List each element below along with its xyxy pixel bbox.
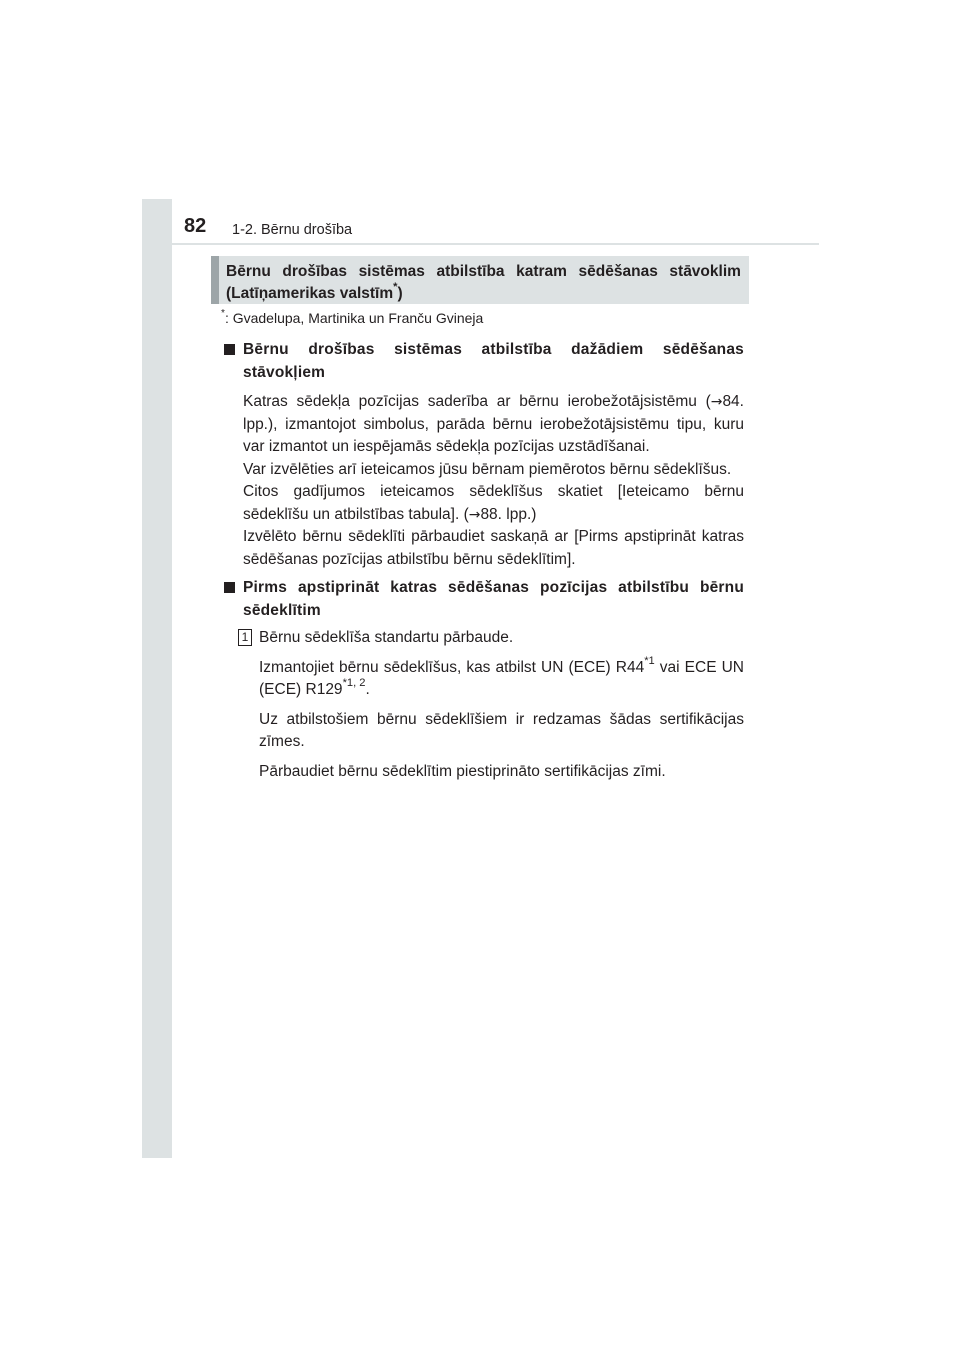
footnote-mark: * (221, 307, 225, 319)
paragraph: Pārbaudiet bērnu sēdeklītim piestiprināto sertifikācijas zīmi. (259, 762, 666, 780)
subsection-heading: Pirms apstiprināt katras sēdēšanas pozīcijas atbilstību bērnu sēdeklītim (221, 577, 744, 622)
arrow-icon: → (710, 394, 723, 410)
page-number: 82 (184, 215, 207, 237)
footnote-text: : Gvadelupa, Martinika un Franču Gvineja (224, 310, 484, 326)
header-rule (172, 243, 819, 245)
title-word: katram (516, 263, 567, 280)
square-bullet-icon (224, 582, 235, 593)
footnote-asterisk: * (393, 281, 398, 294)
square-bullet-icon (224, 344, 235, 355)
paragraph-line: Izvēlēto bērnu sēdeklīti pārbaudiet saskaņā ar [Pirms apstiprināt katras sēdēšanas pozīcijas atbilstību bērnu sēdeklītim]. (243, 528, 744, 568)
footnote (221, 307, 484, 326)
paragraph (221, 391, 744, 571)
page-reference[interactable]: 88. lpp.) (480, 505, 537, 523)
arrow-icon: → (468, 506, 481, 523)
paragraph-line: Katras sēdekļa pozīcijas saderība ar bērnu ierobežotājsistēmu (→84. lpp.), izmantojot simbolus, parāda bērnu ierobežotājsistēmu tipu, kuru var izmantot un iespējamās sēdekļa pozīcijas uzstādīšanai. (243, 393, 744, 455)
chapter-title: 1-2. Bērnu drošība (232, 222, 353, 238)
title-word: sistēmas (358, 263, 425, 280)
body-text (221, 339, 744, 783)
title-word: sēdēšanas (578, 263, 658, 280)
step-item (221, 627, 744, 650)
title-word: stāvoklim (669, 263, 741, 280)
section-title-line2: (Latīņamerikas valstīm*) (226, 281, 403, 302)
step-title: Bērnu sēdeklīša standartu pārbaude. (259, 629, 514, 646)
footnote-ref: *1 (644, 654, 655, 667)
title-word: drošības (282, 263, 347, 280)
page-reference[interactable]: 84. lpp.), izmantojot simbolus, parāda bērnu ierobežotājsistēmu tipu, kuru var izmantot un iespējamās sēdekļa pozīcijas uzstādīšanai. (243, 393, 744, 455)
title-word: Bērnu (226, 263, 271, 280)
paragraph-line: Var izvēlēties arī ieteicamos jūsu bērnam piemērotos bērnu sēdeklīšus. (243, 460, 732, 478)
footnote-ref: *1, 2 (342, 677, 366, 690)
title-word: atbilstība (436, 263, 505, 280)
step-number-badge: 1 (238, 629, 252, 646)
paragraph-line: Izmantojiet bērnu sēdeklīšus, kas atbilst UN (ECE) R44$^{*1}$ vai ECE UN (ECE) R129$^{*1, 2}$. (259, 654, 744, 698)
paragraph (221, 654, 744, 702)
paragraph: Uz atbilstošiem bērnu sēdeklīšiem ir redzamas šādas sertifikācijas zīmes. (259, 710, 744, 750)
subsection-heading: Bērnu drošības sistēmas atbilstība dažādiem sēdēšanas stāvokļiem (221, 339, 744, 384)
side-band (142, 199, 172, 1158)
paragraph-line: Citos gadījumos ieteicamos sēdeklīšus skatiet [Ieteicamo bērnu sēdeklīšu un atbilstības tabula]. (→88. lpp.) (243, 483, 744, 523)
section-title-box (211, 256, 749, 304)
section-title-line1 (226, 261, 741, 283)
